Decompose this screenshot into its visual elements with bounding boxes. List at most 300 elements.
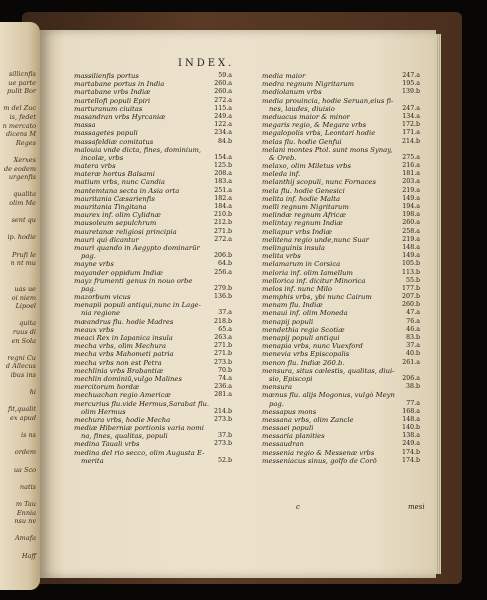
index-entry-term: mecha vrbs non est Petra [74, 358, 162, 367]
index-entry-page: 272.a [214, 235, 232, 243]
index-entry [262, 72, 420, 80]
index-entry [262, 219, 420, 227]
left-page-text-fragment: Prufi le [12, 250, 36, 259]
index-entry [74, 211, 232, 219]
index-entry-term: melas flu. hodie Genfui [262, 137, 342, 146]
index-entry-term: mausoleum sepulchrum [74, 219, 157, 228]
index-entry-page: 113.b [401, 268, 420, 276]
index-entry [262, 129, 420, 137]
index-entry-page: 214.b [401, 137, 420, 145]
index-entry-term: melanthij scopuli, nunc Fornaces [262, 178, 376, 187]
left-page-text-fragment: ue parte [8, 78, 36, 87]
index-entry-page: 174.b [401, 456, 420, 464]
left-page-text-fragment: regni Cu [7, 353, 36, 362]
index-entry-term: melani montes Ptol. sunt mons Synay, [262, 145, 393, 154]
index-entry-term: messaei populi [262, 424, 314, 433]
index-entry-page: 272.a [214, 96, 232, 104]
index-entry-term: mechura vrbs, hodie Mecha [74, 415, 171, 424]
index-entry-page: 207.b [401, 293, 420, 301]
index-entry [74, 359, 232, 367]
index-entry-term: mechuachan regio Americæ [74, 391, 171, 400]
left-page-text-fragment: ip. hodie [7, 233, 36, 242]
index-entry-page: 174.b [401, 448, 420, 456]
left-page-text-fragment: n mercato [2, 121, 36, 130]
index-entry-term: mauri qui dicantur [74, 235, 139, 244]
left-page-text-fragment: dicens M [6, 130, 36, 139]
index-entry-term: meleda inf. [262, 170, 301, 179]
index-entry-term: mensura, situs cælestis, qualitas, diui- [262, 366, 395, 375]
index-entry [262, 400, 420, 408]
index-entry-term: mauri quando in Aegypto dominarūr [74, 243, 200, 252]
index-entry-page: 281.a [214, 391, 232, 399]
left-page-text-fragment: Ennia [16, 508, 36, 517]
index-entry-term: medra regnum Nigritarum [262, 80, 355, 89]
index-entry-term: malouia vnde dicta, fines, dominium, [74, 145, 202, 154]
index-entry-page: 70.b [217, 366, 232, 374]
index-entry-term: marturanum ciuitas [74, 104, 143, 113]
left-page-text-fragment: m Tau [15, 500, 36, 508]
left-page-text-fragment: d Allecus [5, 362, 36, 371]
index-entry-page: 154.a [214, 153, 232, 161]
index-entry-term: melamarum in Corsica [262, 260, 341, 269]
index-entry-term: olim Hermus [81, 407, 126, 416]
index-entry-page: 183.a [214, 178, 232, 186]
index-entry-term: mayander oppidum Indiæ [74, 268, 163, 277]
index-entry-term: mechlin dominiū,vulgo Malines [74, 374, 182, 383]
index-entry-page: 148.a [402, 415, 420, 423]
index-entry-term: meaci Rex in Iapanica insula [74, 334, 173, 342]
index-entry-page: 273.b [213, 440, 232, 448]
left-page-text-fragment: oi niem [11, 293, 36, 302]
index-entry-term: massagetes populi [74, 129, 138, 138]
index-entry-term: menaui inf. olim Moneda [262, 309, 348, 318]
index-entry-term: medina Tauali vrbs [74, 440, 140, 449]
index-entry [74, 375, 232, 383]
index-entry-page: 84.b [217, 137, 232, 145]
left-page-text-fragment: urgenfis [8, 173, 36, 182]
index-entry [262, 146, 420, 154]
index-entry-term: nes, laudes, diuisio [269, 104, 335, 113]
left-page [0, 22, 40, 590]
index-entry-page: 46.a [406, 325, 420, 333]
index-entry-term: incolæ, vrbs [81, 153, 124, 162]
index-entry-page: 273.b [213, 358, 232, 366]
index-entry [262, 170, 420, 178]
index-entry-page: 261.a [402, 358, 420, 366]
index-entry [262, 326, 420, 334]
index-entry-term: martellofi populi Epiri [74, 96, 151, 105]
index-entry-term: messaria planities [262, 432, 325, 441]
index-entry-page: 38.b [405, 383, 420, 391]
index-entry-term: mantemtana secta in Asia orta [74, 186, 180, 195]
index-entry-term: melintay regnum Indiæ [262, 219, 343, 228]
index-entry-page: 140.b [401, 424, 420, 432]
index-entry-term: melli regnum Nigritarum [262, 203, 349, 211]
index-entry-page: 148.a [402, 243, 420, 251]
index-entry-page: 77.a [406, 399, 420, 407]
index-entry-page: 218.b [213, 317, 232, 325]
index-entry [262, 375, 420, 383]
index-entry [262, 318, 420, 326]
index-entry-page: 37.a [218, 309, 232, 317]
index-entry [74, 80, 232, 88]
index-entry [74, 449, 232, 457]
index-entry [262, 383, 420, 391]
index-entry [74, 309, 232, 317]
index-entry-term: massilienfis portus [74, 72, 139, 80]
index-entry-page: 134.a [402, 112, 420, 120]
index-entry-page: 260.b [401, 301, 420, 309]
index-entry-page: 74.a [218, 374, 232, 382]
left-page-text-fragment: ruus di [12, 328, 36, 336]
index-entry-term: & Oreb. [269, 153, 297, 162]
index-entry [74, 269, 232, 277]
index-entry [74, 187, 232, 195]
index-entry-page: 182.a [214, 194, 232, 202]
index-entry [74, 350, 232, 358]
index-entry-term: mæandrus flu. hodie Madres [74, 317, 174, 326]
index-entry-term: menapij populi [262, 317, 314, 326]
index-entry-page: 52.b [217, 456, 232, 464]
index-entry-term: meduacus maior & minor [262, 112, 350, 121]
index-entry-page: 184.a [214, 203, 232, 210]
index-entry-page: 149.a [402, 252, 420, 260]
index-entry-page: 181.a [402, 170, 420, 178]
index-entry-term: nia regione [81, 309, 121, 318]
index-entry-page: 212.b [213, 219, 232, 227]
index-entry [262, 88, 420, 96]
index-entry-term: melitena regio unde,nunc Suar [262, 235, 369, 244]
index-entry-term: mauritania Tingitana [74, 203, 147, 211]
index-entry-term: melinguinis insula [262, 243, 325, 252]
index-entry-page: 195.a [402, 80, 420, 88]
page-header: INDEX. [178, 58, 235, 69]
left-page-text-fragment: n nt mu [10, 259, 36, 268]
index-entry [262, 342, 420, 350]
index-entry-term: megaris regio, & Megara vrbs [262, 121, 367, 130]
left-page-text-fragment: sillicnfis [8, 70, 36, 78]
index-entry-term: mauritania Cæsarienfis [74, 194, 155, 203]
index-entry-term: pag. [81, 284, 96, 293]
index-entry-page: 47.a [406, 309, 420, 317]
index-entry [74, 170, 232, 178]
index-entry-page: 219.a [402, 235, 420, 243]
index-entry [74, 326, 232, 334]
index-entry [262, 228, 420, 236]
index-entry-term: mercitorum hordæ [74, 383, 140, 392]
index-entry [262, 105, 420, 113]
index-entry-page: 275.a [402, 153, 420, 161]
index-entry [74, 293, 232, 301]
index-entry-term: masandran vrbs Hyrcaniæ [74, 112, 166, 121]
left-page-text-fragment: quita [19, 319, 36, 328]
index-entry [74, 285, 232, 293]
index-entry [262, 293, 420, 301]
index-entry [74, 334, 232, 342]
index-entry-page: 271.b [213, 350, 232, 358]
index-entry-term: messaudran [262, 440, 304, 449]
index-entry [74, 342, 232, 350]
index-entry-term: mazorbum vicus [74, 293, 131, 302]
index-entry-page: 59.a [218, 72, 232, 79]
index-entry [262, 260, 420, 268]
index-entry-page: 65.a [218, 325, 232, 333]
index-entry-page: 247.a [402, 104, 420, 112]
left-page-text-fragment: Lipoel [15, 302, 36, 311]
index-entry [262, 424, 420, 432]
index-entry-term: messapus mons [262, 407, 317, 416]
index-entry [74, 88, 232, 96]
index-entry-page: 251.a [214, 186, 232, 194]
index-entry [74, 219, 232, 227]
index-entry [262, 138, 420, 146]
index-entry [262, 244, 420, 252]
index-entry [74, 72, 232, 80]
index-entry-term: massafeldiæ comitatus [74, 137, 154, 146]
left-page-text-fragment: is ns [20, 431, 36, 440]
index-entry-term: melita inf. hodie Malta [262, 194, 341, 203]
index-entry-term: mayne vrbs [74, 260, 114, 269]
index-entry-term: media maior [262, 72, 306, 80]
index-entry [74, 97, 232, 105]
index-entry [74, 424, 232, 432]
index-entry-term: matera vrbs [74, 162, 116, 171]
index-entry [262, 416, 420, 424]
index-entry-page: 138.a [402, 432, 420, 440]
index-entry-page: 258.a [402, 227, 420, 235]
index-entry [74, 129, 232, 137]
left-page-text-fragment: pulit Bor [7, 87, 36, 96]
index-entry [74, 277, 232, 285]
index-entry [74, 203, 232, 211]
index-entry [262, 80, 420, 88]
index-entry [74, 408, 232, 416]
index-entry [74, 318, 232, 326]
index-entry-term: meliapur vrbs Indiæ [262, 227, 333, 236]
index-entry [262, 432, 420, 440]
index-entry [74, 121, 232, 129]
index-entry-term: menapii populi antiqui,nunc in Lage- [74, 301, 201, 310]
index-entry [262, 440, 420, 448]
index-entry [262, 252, 420, 260]
index-entry-page: 168.a [402, 407, 420, 415]
index-entry-page: 271.b [213, 342, 232, 350]
index-entry-page: 260.a [402, 219, 420, 227]
index-entry-term: maurex inf. olim Cylidnæ [74, 211, 161, 220]
left-page-text-fragment: nsu nv [14, 517, 36, 526]
index-entry [74, 113, 232, 121]
index-entry-page: 194.a [402, 203, 420, 210]
index-entry [74, 391, 232, 399]
index-entry [74, 416, 232, 424]
left-page-text-fragment: is, fedet [9, 113, 36, 121]
index-entry-term: sio, Episcopi [269, 374, 313, 383]
index-entry-page: 171.a [402, 129, 420, 137]
index-entry-page: 236.a [214, 383, 232, 391]
left-page-text-fragment: qualita [13, 190, 36, 199]
index-entry-term: merita [81, 456, 104, 465]
index-entry [262, 203, 420, 211]
index-entry-page: 208.a [214, 170, 232, 178]
index-entry [262, 121, 420, 129]
index-entry [262, 309, 420, 317]
index-entry-term: na, fines, qualitas, populi [81, 432, 168, 441]
index-entry [262, 162, 420, 170]
catchword: mesi [408, 503, 425, 511]
index-entry [262, 334, 420, 342]
index-entry [262, 457, 420, 465]
index-entry [262, 350, 420, 358]
index-entry-term: martabane vrbs Indiæ [74, 88, 151, 97]
index-entry-term: meaux vrbs [74, 325, 114, 334]
index-entry [74, 105, 232, 113]
index-entry [74, 440, 232, 448]
index-entry-page: 249.a [214, 112, 232, 120]
index-entry-page: 263.a [214, 334, 232, 341]
index-entry-page: 216.a [402, 162, 420, 170]
index-entry-term: mænus flu. alijs Mogonus, vulgò Meyn [262, 391, 395, 400]
index-entry-term: mela flu. hodie Genesici [262, 186, 345, 195]
index-entry-term: messenia regio & Messenæ vrbs [262, 448, 375, 457]
index-entry [74, 154, 232, 162]
index-entry-term: mendethia regio Scotiæ [262, 325, 345, 334]
index-column-left [74, 72, 232, 465]
index-entry-term: messana vrbs, olim Zancle [262, 415, 354, 424]
index-entry [74, 146, 232, 154]
left-page-text-fragment: Xerxes [13, 156, 36, 164]
index-entry [74, 162, 232, 170]
index-entry-page: 203.a [402, 178, 420, 186]
index-entry-term: mediæ Hiberniæ portionis varia nomi [74, 424, 204, 433]
index-entry [262, 285, 420, 293]
index-entry-term: pag. [269, 399, 284, 408]
left-page-text-fragment: ex apud [10, 414, 36, 422]
index-entry-page: 234.a [214, 129, 232, 137]
index-entry-term: memphis vrbs, ybi nunc Cairum [262, 293, 372, 302]
index-entry-term: mayz frumenti genus in nouo orbe [74, 276, 193, 285]
index-entry-page: 271.b [213, 227, 232, 235]
index-entry-term: media prouincia, hodie Seruan,eius fi- [262, 96, 394, 105]
index-entry [262, 301, 420, 309]
index-entry-page: 136.b [213, 293, 232, 301]
index-entry-page: 256.a [214, 268, 232, 276]
index-entry-page: 260.a [214, 88, 232, 96]
index-entry [74, 236, 232, 244]
left-page-text-fragment: olim Me [9, 199, 36, 207]
index-entry [262, 236, 420, 244]
left-page-text-fragment: ordem [14, 448, 36, 457]
index-entry-term: martabane portus in India [74, 80, 165, 89]
index-entry [262, 367, 420, 375]
index-entry [262, 178, 420, 186]
left-page-text-fragment: hi [29, 388, 36, 397]
index-entry-term: melita vrbs [262, 252, 301, 261]
index-entry [74, 138, 232, 146]
index-entry-term: mensura [262, 383, 293, 392]
index-entry [262, 449, 420, 457]
index-entry-page: 249.a [402, 440, 420, 448]
index-entry-term: menon flu. Indiæ 260.b. [262, 358, 345, 367]
index-entry-term: messeniacus sinus, golfo de Corō [262, 456, 377, 465]
index-entry [262, 113, 420, 121]
index-entry-page: 214.b [213, 407, 232, 415]
index-entry [74, 228, 232, 236]
index-entry-term: melindæ regnum Africæ [262, 211, 346, 220]
index-entry-term: melos inf. nunc Milo [262, 284, 333, 293]
index-entry [74, 301, 232, 309]
index-entry [262, 408, 420, 416]
index-entry-term: mechlinia vrbs Brabantiæ [74, 366, 164, 375]
left-page-text-fragment: natis [19, 482, 36, 491]
left-page-text-fragment: m del Zuc [3, 104, 36, 113]
index-entry-term: matium vrbs, nunc Candia [74, 178, 165, 187]
index-entry-page: 64.b [217, 260, 232, 268]
index-entry-term: massa [74, 121, 96, 130]
index-entry [74, 457, 232, 465]
index-entry [74, 252, 232, 260]
index-entry-term: mauretanæ religiosi principia [74, 227, 177, 236]
index-entry [262, 195, 420, 203]
index-entry-page: 40.b [405, 350, 420, 358]
page-edge [436, 34, 441, 574]
index-entry-page: 105.b [401, 260, 420, 268]
index-entry-page: 198.a [402, 211, 420, 219]
index-entry-term: mellorica inf. dicitur Minorica [262, 276, 366, 285]
index-entry-page: 206.a [402, 374, 420, 382]
index-entry-page: 139.b [401, 88, 420, 96]
left-page-text-fragment: sent qu [11, 216, 36, 225]
index-entry-term: menevia vrbs Episcopalis [262, 350, 350, 359]
index-entry [262, 277, 420, 285]
index-entry [74, 244, 232, 252]
index-entry [74, 383, 232, 391]
index-entry [74, 432, 232, 440]
index-entry [74, 195, 232, 203]
index-entry-page: 273.b [213, 415, 232, 423]
left-page-text-fragment: Reges [15, 138, 36, 147]
index-entry-term: materæ hortus Balsami [74, 170, 155, 179]
index-entry-term: pag. [81, 252, 96, 261]
index-entry-term: meloria inf. olim Iamellum [262, 268, 353, 277]
left-page-text-fragment: fit,qualit [7, 405, 36, 414]
index-entry-page: 219.a [402, 186, 420, 194]
index-entry [74, 400, 232, 408]
index-entry-page: 177.b [401, 284, 420, 292]
left-page-text-fragment: uas ue [14, 285, 36, 293]
index-entry [262, 97, 420, 105]
index-entry-term: medina del rio secco, olim Augusta E- [74, 448, 205, 457]
index-entry-term: mecha vrbs, olim Mechura [74, 342, 167, 351]
index-entry [262, 211, 420, 219]
index-entry-page: 247.a [402, 72, 420, 79]
index-entry-page: 206.b [213, 252, 232, 260]
index-column-right [262, 72, 420, 465]
index-entry [74, 178, 232, 186]
index-entry-page: 83.b [405, 334, 420, 341]
index-entry-page: 149.a [402, 194, 420, 202]
index-entry-page: 279.b [213, 284, 232, 292]
index-entry [262, 269, 420, 277]
index-entry-page: 115.a [214, 104, 232, 112]
index-entry-page: 37.a [406, 342, 420, 350]
index-entry-page: 55.b [405, 276, 420, 284]
left-page-text-fragment: Amafa [14, 534, 36, 543]
left-page-text-fragment: de eodem [3, 164, 36, 173]
left-page-text-fragment: Haff [21, 551, 36, 560]
index-entry-term: mediolanum vrbs [262, 88, 322, 97]
index-entry [74, 260, 232, 268]
index-entry-term: mercurius flu.vide Hermus,Sarabat flu. [74, 399, 210, 408]
